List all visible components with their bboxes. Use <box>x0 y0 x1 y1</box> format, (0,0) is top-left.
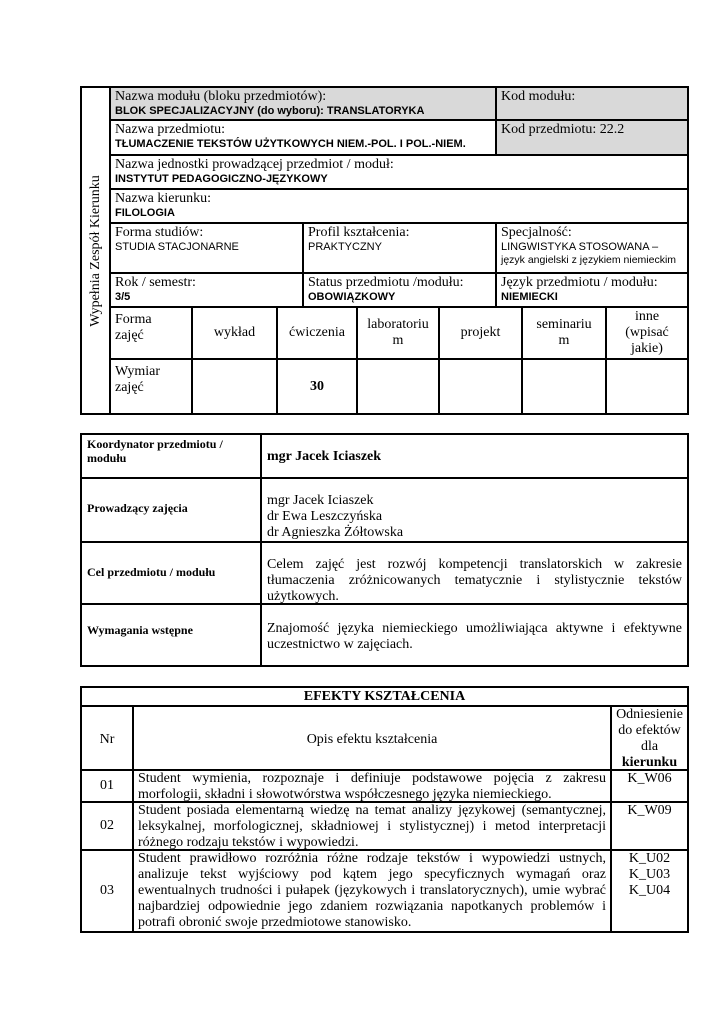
coordinator-label-cell <box>80 433 261 478</box>
module-name-cell <box>110 86 496 120</box>
form-type-5: seminariu m <box>536 317 592 348</box>
requirements-label: Wymagania wstępne <box>87 623 193 637</box>
subject-code-cell <box>496 120 689 155</box>
coordinator-label: Koordynator przedmiotu / modułu <box>87 437 223 465</box>
field-label: Nazwa kierunku: <box>115 191 212 206</box>
hours-label-cell <box>110 359 192 415</box>
status-value: OBOWIĄZKOWY <box>308 291 396 303</box>
specialty-value-1: LINGWISTYKA STOSOWANA – <box>501 241 659 253</box>
outcome-ref: K_W09 <box>627 803 672 818</box>
outcome-ref-cell <box>611 850 689 933</box>
subject-name-cell <box>110 120 496 155</box>
teachers-label: Prowadzący zajęcia <box>87 501 188 515</box>
hours-value-cell-4 <box>439 359 522 415</box>
forms-label-cell <box>110 307 192 359</box>
col-ref-cell <box>611 706 689 770</box>
outcome-desc-cell <box>133 770 611 802</box>
year-cell <box>110 273 303 307</box>
coordinator-value: mgr Jacek Iciaszek <box>267 449 382 464</box>
subject-code-label: Kod przedmiotu: 22.2 <box>501 122 625 137</box>
profile-label: Profil kształcenia: <box>308 225 410 240</box>
requirements-value: Znajomość języka niemieckiego umożliwiająca aktywne i efektywne uczestnictwo w zajęciach. <box>267 621 682 652</box>
outcome-nr-cell <box>80 802 133 850</box>
col-ref-1: Odniesienie <box>616 707 683 722</box>
requirements-value-cell <box>261 604 689 667</box>
outcome-desc-cell <box>133 850 611 933</box>
teacher-1: mgr Jacek Iciaszek <box>267 493 374 508</box>
specialty-label: Specjalność: <box>501 225 572 240</box>
hours-value-cell-3 <box>357 359 439 415</box>
outcome-nr: 03 <box>100 883 114 898</box>
unit-label: Nazwa jednostki prowadzącej przedmiot / moduł: <box>115 157 394 172</box>
outcome-ref: K_W06 <box>627 771 672 786</box>
outcomes-title-cell <box>80 686 689 706</box>
teachers-label-cell <box>80 478 261 542</box>
outcomes-title: EFEKTY KSZTAŁCENIA <box>303 689 466 704</box>
field-value: FILOLOGIA <box>115 207 175 219</box>
form-type-cell-5 <box>522 307 606 359</box>
col-ref-3: dla <box>640 739 659 754</box>
coordinator-value-cell <box>261 433 689 478</box>
hours-value-cell-1 <box>192 359 277 415</box>
form-type-cell-6 <box>606 307 689 359</box>
subject-name-label: Nazwa przedmiotu: <box>115 122 226 137</box>
form-type-cell-1 <box>192 307 277 359</box>
goal-label: Cel przedmiotu / modułu <box>87 565 216 579</box>
col-ref-2: do efektów <box>618 723 681 738</box>
status-cell <box>303 273 496 307</box>
hours-value-cell-2 <box>277 359 357 415</box>
col-nr: Nr <box>99 732 115 747</box>
outcome-desc: Student prawidłowo rozróżnia różne rodzaje tekstów i wypowiedzi ustnych, analizuje tekst wyjściowy pod kątem jego specyficznych wymagań oraz ewentualnych trudności i pułapek (językowych i translatorycznych), umie wybrać najbardziej odpowiednie jego zdaniem rozwiązania napotkanych problemów i potrafi obronić swoje przedmiotowe stanowisko. <box>138 851 606 930</box>
form-type-4: projekt <box>460 325 501 340</box>
outcome-nr-cell <box>80 850 133 933</box>
teachers-value-cell <box>261 478 689 542</box>
col-desc: Opis efektu kształcenia <box>306 732 438 747</box>
hours-label-1: Wymiar <box>115 364 161 379</box>
year-value: 3/5 <box>115 291 131 303</box>
outcome-desc-cell <box>133 802 611 850</box>
study-form-label: Forma studiów: <box>115 225 204 240</box>
teacher-3: dr Agnieszka Żółtowska <box>267 525 404 540</box>
module-name-label: Nazwa modułu (bloku przedmiotów): <box>115 89 327 104</box>
forms-label-2: zajęć <box>115 328 144 343</box>
field-cell <box>110 189 689 223</box>
requirements-label-cell <box>80 604 261 667</box>
specialty-value-2: język angielski z językiem niemieckim <box>501 254 677 266</box>
form-type-6: inne (wpisać jakie) <box>625 309 669 356</box>
form-type-3: laboratoriu m <box>367 317 429 348</box>
profile-cell <box>303 223 496 273</box>
language-value: NIEMIECKI <box>501 291 558 303</box>
hours-value-cell-6 <box>606 359 689 415</box>
teacher-2: dr Ewa Leszczyńska <box>267 509 383 524</box>
forms-label-1: Forma <box>115 312 152 327</box>
hours-value-2: 30 <box>310 378 324 394</box>
outcome-ref: K_U02 K_U03 K_U04 <box>628 851 671 898</box>
outcome-nr-cell <box>80 770 133 802</box>
form-type-2: ćwiczenia <box>289 325 345 340</box>
profile-value: PRAKTYCZNY <box>308 241 382 253</box>
form-type-1: wykład <box>213 325 256 340</box>
hours-label-2: zajęć <box>115 380 144 395</box>
hours-value-cell-5 <box>522 359 606 415</box>
form-type-cell-2 <box>277 307 357 359</box>
form-type-cell-3 <box>357 307 439 359</box>
outcome-desc: Student posiada elementarną wiedzę na temat analizy językowej (semantycznej, leksykalnej, morfologicznej, składniowej i stylistycznej) i metod interpretacji różnego rodzaju tekstów i wypowiedzi. <box>138 803 606 850</box>
sidebar-label: Wypełnia Zespół Kierunku <box>87 174 103 327</box>
specialty-cell <box>496 223 689 273</box>
subject-name-value: TŁUMACZENIE TEKSTÓW UŻYTKOWYCH NIEM.-POL. I POL.-NIEM. <box>115 138 466 150</box>
col-ref-4: kierunku <box>621 755 678 770</box>
outcome-ref-cell <box>611 802 689 850</box>
status-label: Status przedmiotu /modułu: <box>308 275 464 290</box>
study-form-cell <box>110 223 303 273</box>
unit-cell <box>110 155 689 189</box>
module-name-value: BLOK SPECJALIZACYJNY (do wyboru): TRANSLATORYKA <box>115 105 425 117</box>
study-form-value: STUDIA STACJONARNE <box>115 241 239 253</box>
module-code-label: Kod modułu: <box>501 89 576 104</box>
outcome-desc: Student wymienia, rozpoznaje i definiuje podstawowe pojęcia z zakresu morfologii, składni i słowotwórstwa współczesnego języka niemieckiego. <box>138 771 606 802</box>
sidebar-column <box>80 86 110 415</box>
col-desc-cell <box>133 706 611 770</box>
module-code-cell <box>496 86 689 120</box>
language-label: Język przedmiotu / modułu: <box>501 275 658 290</box>
year-label: Rok / semestr: <box>115 275 196 290</box>
outcome-ref-cell <box>611 770 689 802</box>
goal-value-cell <box>261 542 689 604</box>
outcome-nr: 01 <box>100 778 114 793</box>
goal-label-cell <box>80 542 261 604</box>
language-cell <box>496 273 689 307</box>
outcome-nr: 02 <box>100 818 114 833</box>
form-type-cell-4 <box>439 307 522 359</box>
col-nr-cell <box>80 706 133 770</box>
goal-value: Celem zajęć jest rozwój kompetencji translatorskich w zakresie tłumaczenia zróżnicowanych tematycznie i stylistycznie tekstów użytkowych. <box>267 557 682 604</box>
unit-value: INSTYTUT PEDAGOGICZNO-JĘZYKOWY <box>115 173 328 185</box>
